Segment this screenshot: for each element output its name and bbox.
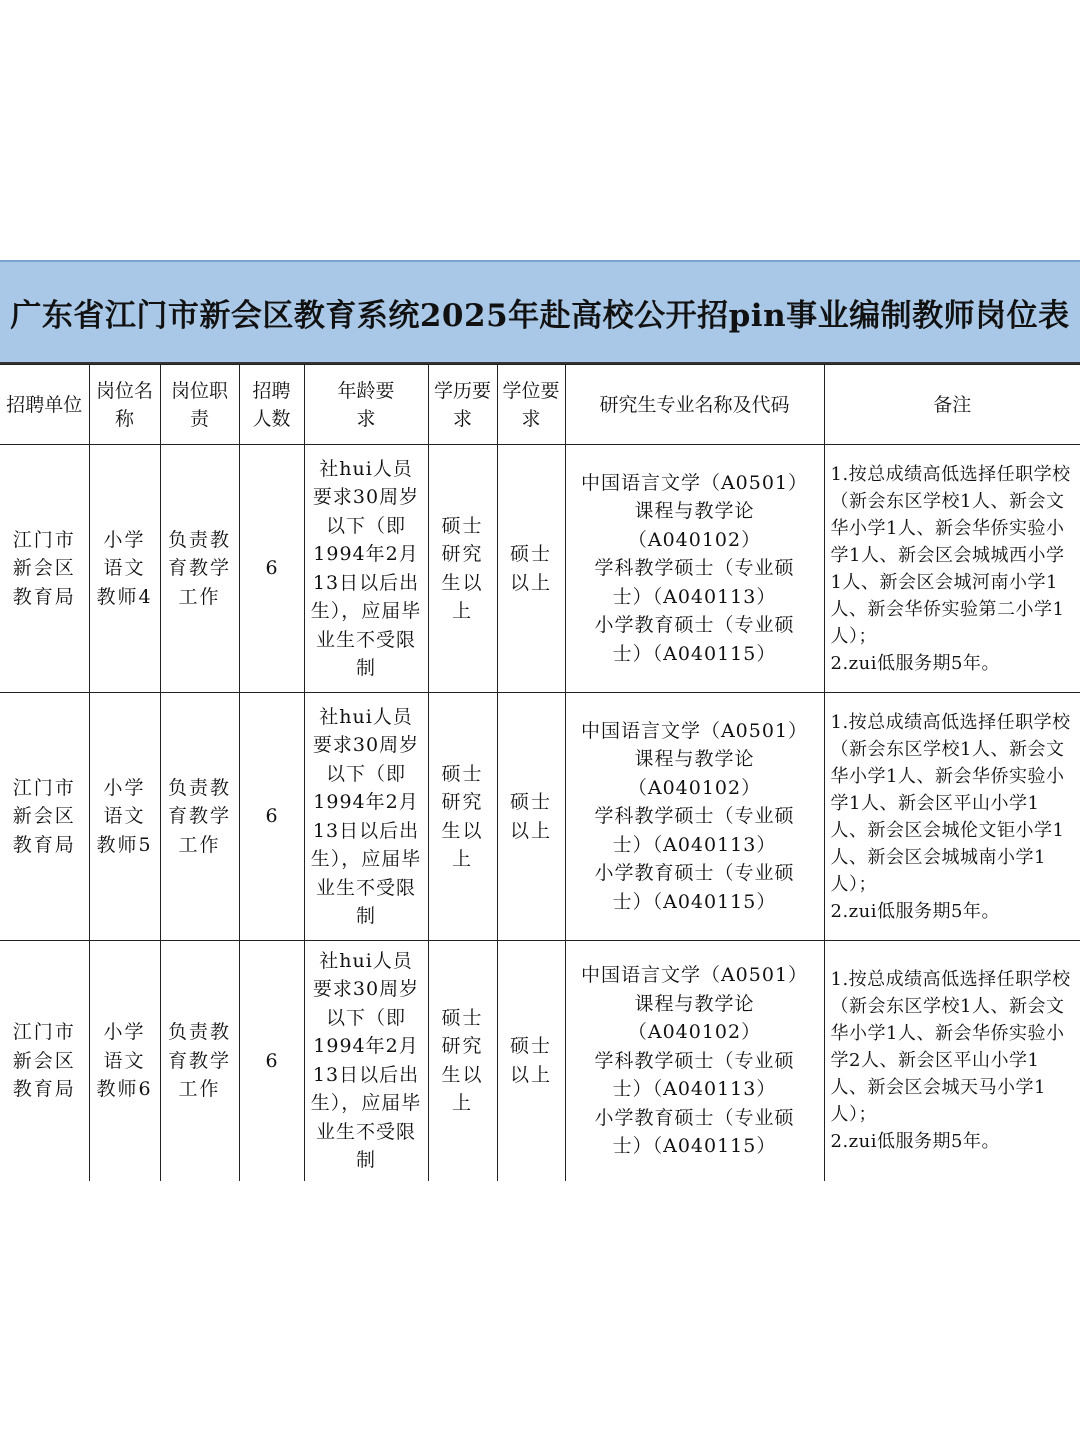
major-line: （A040102）	[627, 776, 762, 799]
cell-notes	[824, 445, 1080, 693]
cell-unit: 江门市新会区教育局	[0, 445, 89, 693]
page-title: 广东省江门市新会区教育系统2025年赴高校公开招pin事业编制教师岗位表	[10, 297, 1070, 334]
major-line: 小学教育硕士（专业硕	[594, 614, 795, 637]
header-degree: 学位要求	[497, 365, 565, 445]
note-line: 1.按总成绩高低选择任职学校（新会东区学校1人、新会文华小学1人、新会华侨实验小学2人、新会区平山小学1人、新会区会城天马小学1人）；	[830, 969, 1071, 1126]
cell-education: 硕士研究生以上	[428, 941, 497, 1181]
table-row	[0, 445, 1080, 693]
major-line: 学科教学硕士（专业硕	[594, 1049, 795, 1072]
cell-age: 社hui人员要求30周岁以下（即1994年2月13日以后出生），应届毕业生不受限制	[304, 693, 428, 941]
note-line: 2.zui低服务期5年。	[830, 652, 1000, 674]
cell-major	[565, 693, 824, 941]
job-table	[0, 364, 1080, 1181]
cell-education: 硕士研究生以上	[428, 445, 497, 693]
major-line: 士）（A040113）	[612, 585, 777, 608]
major-line: （A040102）	[627, 528, 762, 551]
major-line: 课程与教学论	[634, 748, 755, 771]
major-line: 士）（A040113）	[612, 833, 777, 856]
cell-position: 小学语文教师6	[89, 941, 160, 1181]
cell-duty: 负责教育教学工作	[160, 693, 239, 941]
cell-notes	[824, 941, 1080, 1181]
cell-major	[565, 941, 824, 1181]
header-position: 岗位名称	[89, 365, 160, 445]
major-line: 士）（A040115）	[612, 1135, 777, 1157]
table-row	[0, 693, 1080, 941]
note-line: 1.按总成绩高低选择任职学校（新会东区学校1人、新会文华小学1人、新会华侨实验小学1人、新会区会城城西小学1人、新会区会城河南小学1人、新会华侨实验第二小学1人）；	[830, 463, 1071, 647]
header-unit: 招聘单位	[0, 365, 89, 445]
major-line: 中国语言文学（A0501）	[580, 964, 809, 986]
major-line: 课程与教学论	[634, 992, 755, 1015]
major-line: （A040102）	[627, 1021, 762, 1043]
note-line: 1.按总成绩高低选择任职学校（新会东区学校1人、新会文华小学1人、新会华侨实验小学1人、新会区平山小学1人、新会区会城伦文钜小学1人、新会区会城城南小学1人）；	[830, 711, 1071, 895]
cell-count: 6	[239, 941, 304, 1181]
major-line: 士）（A040115）	[612, 642, 777, 665]
cell-position: 小学语文教师4	[89, 445, 160, 693]
cell-degree: 硕士以上	[497, 693, 565, 941]
major-line: 小学教育硕士（专业硕	[594, 1106, 795, 1129]
major-line: 小学教育硕士（专业硕	[594, 862, 795, 885]
header-education: 学历要求	[428, 365, 497, 445]
header-duty: 岗位职责	[160, 365, 239, 445]
cell-notes	[824, 693, 1080, 941]
title-bar	[0, 260, 1080, 364]
header-count: 招聘人数	[239, 365, 304, 445]
cell-count: 6	[239, 693, 304, 941]
note-line: 2.zui低服务期5年。	[830, 900, 1000, 922]
cell-degree: 硕士以上	[497, 941, 565, 1181]
major-line: 中国语言文学（A0501）	[580, 471, 809, 494]
table-row	[0, 941, 1080, 1181]
cell-unit: 江门市新会区教育局	[0, 693, 89, 941]
table-header-row	[0, 365, 1080, 445]
cell-duty: 负责教育教学工作	[160, 941, 239, 1181]
major-line: 学科教学硕士（专业硕	[594, 805, 795, 828]
cell-unit: 江门市新会区教育局	[0, 941, 89, 1181]
major-line: 学科教学硕士（专业硕	[594, 557, 795, 580]
header-major: 研究生专业名称及代码	[565, 365, 824, 445]
cell-count: 6	[239, 445, 304, 693]
cell-degree: 硕士以上	[497, 445, 565, 693]
major-line: 中国语言文学（A0501）	[580, 719, 809, 742]
major-line: 士）（A040113）	[612, 1078, 777, 1100]
major-line: 士）（A040115）	[612, 890, 777, 913]
cell-position: 小学语文教师5	[89, 693, 160, 941]
cell-age: 社hui人员要求30周岁以下（即1994年2月13日以后出生），应届毕业生不受限制	[304, 445, 428, 693]
cell-duty: 负责教育教学工作	[160, 445, 239, 693]
cell-age: 社hui人员要求30周岁以下（即1994年2月13日以后出生），应届毕业生不受限制	[304, 941, 428, 1181]
major-line: 课程与教学论	[634, 500, 755, 523]
cell-education: 硕士研究生以上	[428, 693, 497, 941]
cell-major	[565, 445, 824, 693]
header-age: 年龄要求	[304, 365, 428, 445]
note-line: 2.zui低服务期5年。	[830, 1131, 1000, 1153]
header-notes: 备注	[824, 365, 1080, 445]
